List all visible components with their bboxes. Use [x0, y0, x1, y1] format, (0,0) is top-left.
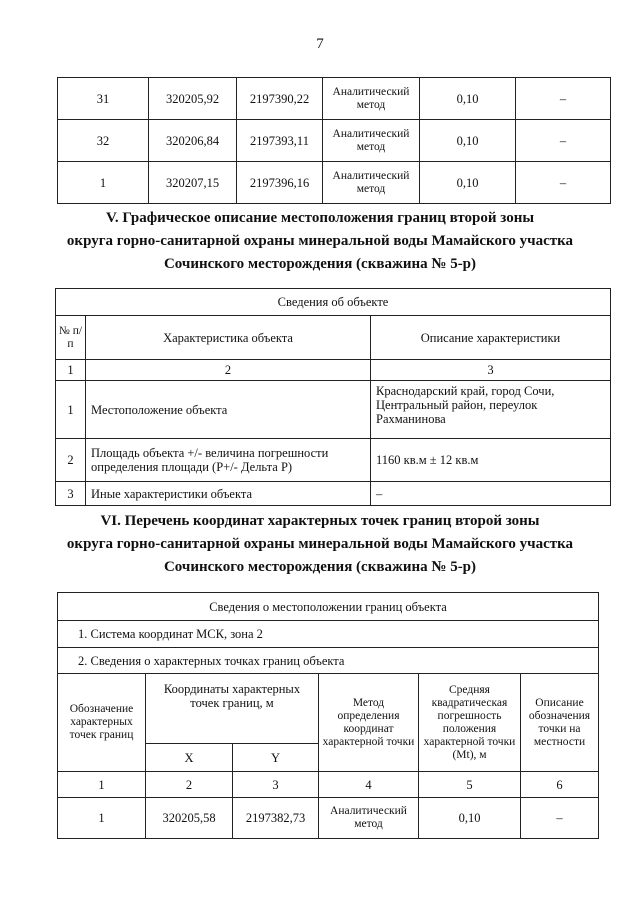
heading-line: округа горно-санитарной охраны минеральной воды Мамайского участка — [66, 536, 574, 552]
row-number: 3 — [56, 482, 86, 506]
column-header: Координаты характерных точек границ, м — [146, 674, 319, 744]
table-title: Сведения об объекте — [56, 289, 611, 316]
column-header-y: Y — [233, 744, 319, 772]
object-info-table — [55, 288, 611, 506]
points-info: 2. Сведения о характерных точках границ объекта — [58, 648, 599, 674]
column-number: 6 — [521, 772, 599, 798]
column-header: Обозначение характерных точек границ — [58, 674, 146, 772]
x-cell: 320206,84 — [149, 120, 237, 162]
heading-line: Сочинского месторождения (скважина № 5-р) — [163, 559, 477, 575]
column-number: 3 — [233, 772, 319, 798]
characteristic-cell: Площадь объекта +/- величина погрешности определения площади (Р+/- Дельта Р) — [86, 439, 371, 482]
column-header: Описание обозначения точки на местности — [521, 674, 599, 772]
y-cell: 2197393,11 — [237, 120, 323, 162]
column-number: 3 — [371, 360, 611, 381]
description-cell: – — [371, 482, 611, 506]
y-cell: 2197382,73 — [233, 798, 319, 839]
description-cell: – — [516, 78, 611, 120]
characteristic-cell: Местоположение объекта — [86, 381, 371, 439]
column-number: 1 — [58, 772, 146, 798]
point-cell: 32 — [58, 120, 149, 162]
column-number: 4 — [319, 772, 419, 798]
characteristic-cell: Иные характеристики объекта — [86, 482, 371, 506]
table-row — [58, 78, 611, 120]
table-row — [58, 162, 611, 204]
point-cell: 1 — [58, 162, 149, 204]
accuracy-cell: 0,10 — [420, 78, 516, 120]
table-row — [56, 439, 611, 482]
point-cell: 31 — [58, 78, 149, 120]
y-cell: 2197396,16 — [237, 162, 323, 204]
column-number: 2 — [146, 772, 233, 798]
x-cell: 320205,92 — [149, 78, 237, 120]
heading-line: V. Графическое описание местоположения границ второй зоны — [105, 210, 535, 226]
column-number: 1 — [56, 360, 86, 381]
page-number: 7 — [316, 36, 324, 52]
row-number: 2 — [56, 439, 86, 482]
method-cell: Аналитический метод — [323, 120, 420, 162]
heading-line: Сочинского месторождения (скважина № 5-р) — [163, 256, 477, 272]
description-cell: – — [516, 120, 611, 162]
accuracy-cell: 0,10 — [420, 120, 516, 162]
column-number: 2 — [86, 360, 371, 381]
section-6-heading — [0, 510, 640, 579]
point-cell: 1 — [58, 798, 146, 839]
description-cell: – — [521, 798, 599, 839]
table-row — [58, 120, 611, 162]
column-header: № п/п — [56, 316, 86, 360]
coordinates-table-continued — [57, 77, 611, 204]
method-cell: Аналитический метод — [323, 162, 420, 204]
description-cell: – — [516, 162, 611, 204]
column-header: Метод определения координат характерной точки — [319, 674, 419, 772]
accuracy-cell: 0,10 — [419, 798, 521, 839]
y-cell: 2197390,22 — [237, 78, 323, 120]
row-number: 1 — [56, 381, 86, 439]
description-cell: 1160 кв.м ± 12 кв.м — [371, 439, 611, 482]
method-cell: Аналитический метод — [323, 78, 420, 120]
column-header: Описание характеристики — [371, 316, 611, 360]
column-header: Характеристика объекта — [86, 316, 371, 360]
table-title: Сведения о местоположении границ объекта — [58, 593, 599, 621]
boundary-points-table — [57, 592, 599, 839]
column-number: 5 — [419, 772, 521, 798]
table-row — [56, 381, 611, 439]
column-header: Средняя квадратическая погрешность положения характерной точки (Mt), м — [419, 674, 521, 772]
column-header-x: X — [146, 744, 233, 772]
heading-line: VI. Перечень координат характерных точек границ второй зоны — [100, 513, 540, 529]
accuracy-cell: 0,10 — [420, 162, 516, 204]
coordinate-system: 1. Система координат МСК, зона 2 — [58, 621, 599, 648]
x-cell: 320207,15 — [149, 162, 237, 204]
description-cell: Краснодарский край, город Сочи, Центральный район, переулок Рахманинова — [371, 381, 611, 439]
table-row — [58, 798, 599, 839]
section-5-heading — [0, 207, 640, 276]
heading-line: округа горно-санитарной охраны минеральной воды Мамайского участка — [66, 233, 574, 249]
method-cell: Аналитический метод — [319, 798, 419, 839]
table-row — [56, 482, 611, 506]
x-cell: 320205,58 — [146, 798, 233, 839]
